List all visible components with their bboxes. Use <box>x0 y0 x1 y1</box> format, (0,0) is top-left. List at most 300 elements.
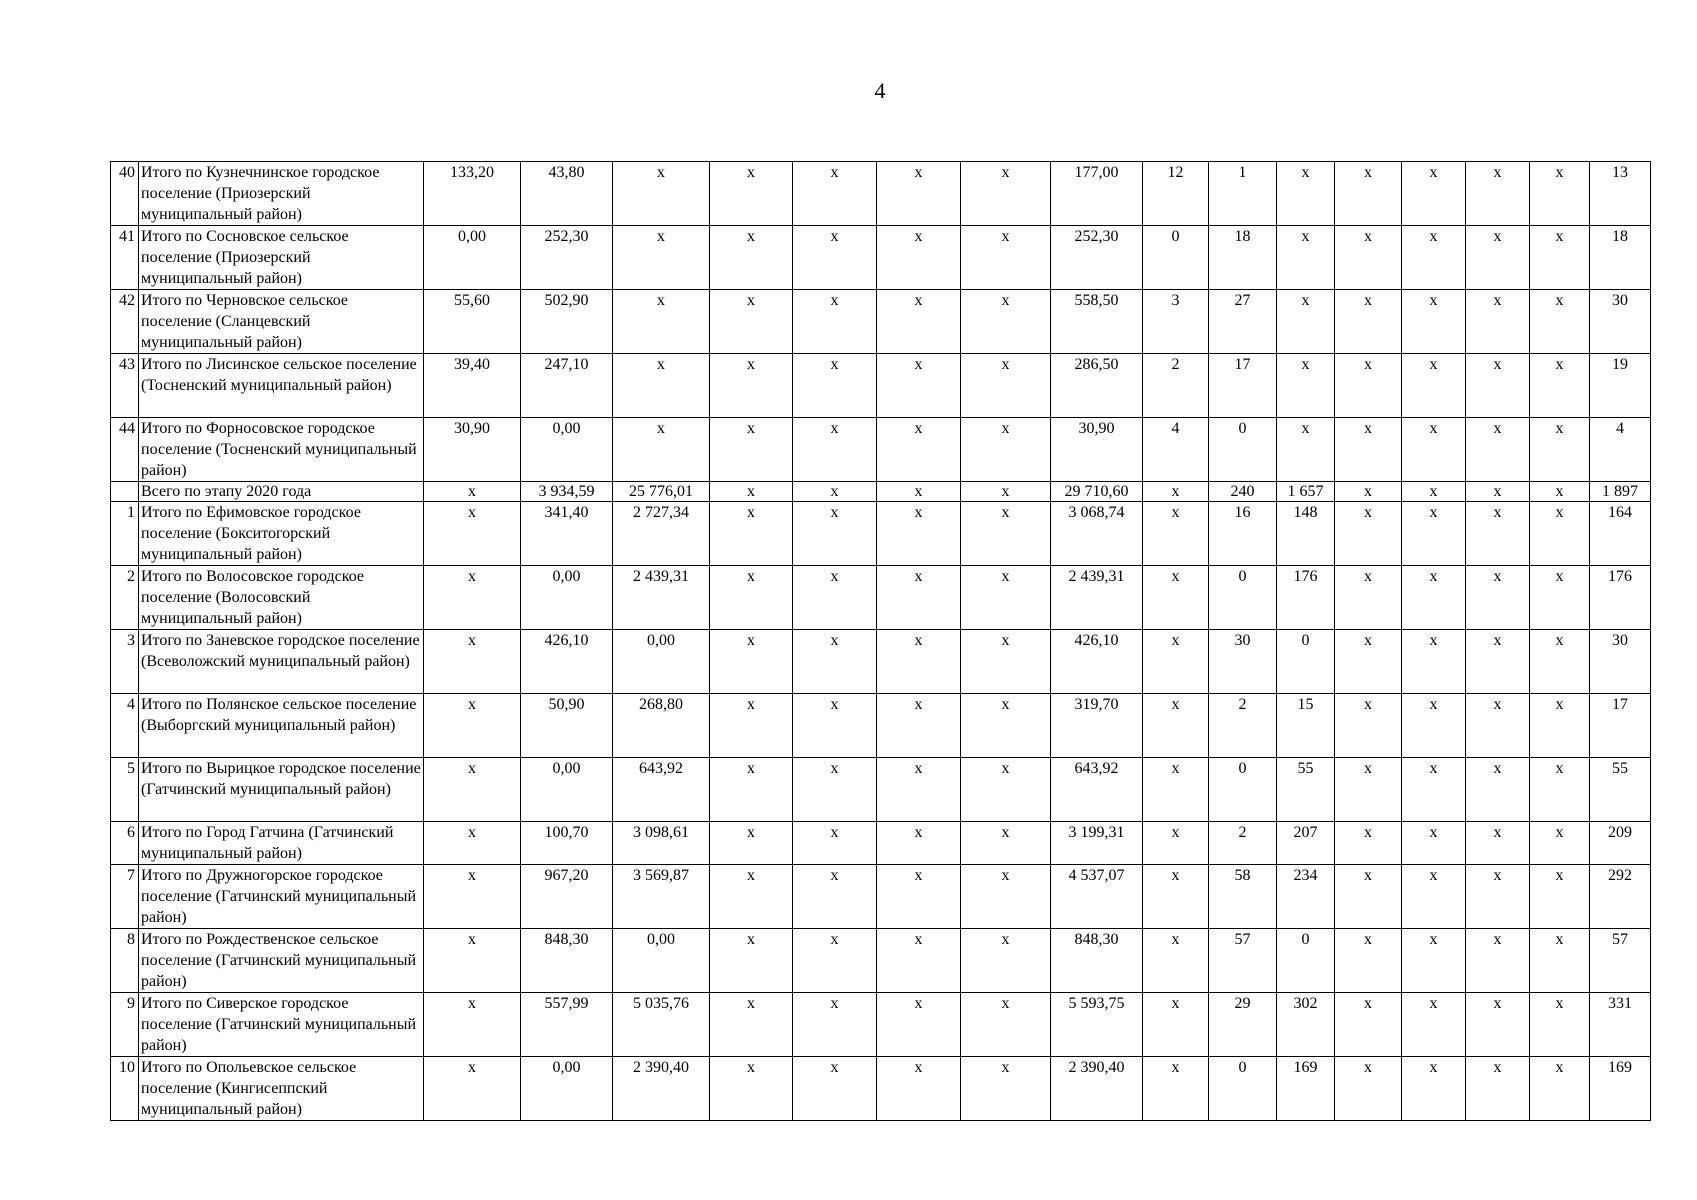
value-cell-c7: x <box>961 162 1051 226</box>
value-cell-c2: 0,00 <box>521 566 613 630</box>
value-cell-c5: x <box>793 630 877 694</box>
value-cell-c5: x <box>793 354 877 418</box>
value-cell-c5: x <box>793 993 877 1057</box>
value-cell-c4: x <box>710 822 793 865</box>
value-cell-c9: x <box>1143 758 1209 822</box>
value-cell-c1: x <box>424 694 521 758</box>
value-cell-c11: x <box>1277 354 1335 418</box>
table-row <box>111 226 1651 290</box>
value-cell-c15: x <box>1530 1057 1590 1121</box>
value-cell-c14: x <box>1466 630 1530 694</box>
value-cell-c14: x <box>1466 929 1530 993</box>
row-number-cell: 3 <box>111 630 139 694</box>
value-cell-c15: x <box>1530 354 1590 418</box>
row-number-cell: 1 <box>111 502 139 566</box>
value-cell-c14: x <box>1466 226 1530 290</box>
value-cell-c3: 2 439,31 <box>613 566 710 630</box>
value-cell-c10: 57 <box>1209 929 1277 993</box>
value-cell-c11: 15 <box>1277 694 1335 758</box>
row-number-cell <box>111 482 139 502</box>
value-cell-c6: x <box>877 566 961 630</box>
table-row <box>111 865 1651 929</box>
value-cell-c11: x <box>1277 162 1335 226</box>
value-cell-c10: 0 <box>1209 1057 1277 1121</box>
value-cell-c5: x <box>793 502 877 566</box>
value-cell-c12: x <box>1335 290 1402 354</box>
value-cell-c4: x <box>710 502 793 566</box>
value-cell-c6: x <box>877 482 961 502</box>
value-cell-total: 177,00 <box>1051 162 1143 226</box>
value-cell-c1: 0,00 <box>424 226 521 290</box>
row-name-cell: Итого по Кузнечнинское городское поселение (Приозерский муниципальный район) <box>139 162 424 226</box>
value-cell-c4: x <box>710 694 793 758</box>
value-cell-c5: x <box>793 162 877 226</box>
value-cell-c2: 50,90 <box>521 694 613 758</box>
row-name-cell: Всего по этапу 2020 года <box>139 482 424 502</box>
value-cell-c6: x <box>877 694 961 758</box>
value-cell-c1: x <box>424 929 521 993</box>
value-cell-c16: 30 <box>1590 630 1651 694</box>
value-cell-c11: 0 <box>1277 929 1335 993</box>
value-cell-total: 643,92 <box>1051 758 1143 822</box>
value-cell-c9: 2 <box>1143 354 1209 418</box>
table-row <box>111 566 1651 630</box>
value-cell-c14: x <box>1466 694 1530 758</box>
value-cell-c13: x <box>1402 758 1466 822</box>
value-cell-c14: x <box>1466 822 1530 865</box>
value-cell-c1: x <box>424 993 521 1057</box>
value-cell-c2: 252,30 <box>521 226 613 290</box>
value-cell-c13: x <box>1402 226 1466 290</box>
table-row <box>111 694 1651 758</box>
value-cell-c16: 55 <box>1590 758 1651 822</box>
value-cell-c15: x <box>1530 162 1590 226</box>
value-cell-c9: x <box>1143 929 1209 993</box>
table-row <box>111 502 1651 566</box>
row-number-cell: 9 <box>111 993 139 1057</box>
value-cell-c12: x <box>1335 354 1402 418</box>
value-cell-c12: x <box>1335 822 1402 865</box>
value-cell-c10: 0 <box>1209 566 1277 630</box>
value-cell-c9: x <box>1143 865 1209 929</box>
value-cell-c2: 0,00 <box>521 758 613 822</box>
value-cell-c2: 247,10 <box>521 354 613 418</box>
value-cell-c16: 19 <box>1590 354 1651 418</box>
value-cell-total: 29 710,60 <box>1051 482 1143 502</box>
value-cell-c4: x <box>710 226 793 290</box>
value-cell-c3: 3 569,87 <box>613 865 710 929</box>
value-cell-c12: x <box>1335 758 1402 822</box>
value-cell-c3: x <box>613 418 710 482</box>
value-cell-c12: x <box>1335 482 1402 502</box>
row-name-cell: Итого по Черновское сельское поселение (Сланцевский муниципальный район) <box>139 290 424 354</box>
value-cell-c2: 967,20 <box>521 865 613 929</box>
value-cell-c15: x <box>1530 566 1590 630</box>
value-cell-c3: 3 098,61 <box>613 822 710 865</box>
value-cell-c11: x <box>1277 418 1335 482</box>
value-cell-total: 4 537,07 <box>1051 865 1143 929</box>
value-cell-c16: 30 <box>1590 290 1651 354</box>
value-cell-c7: x <box>961 929 1051 993</box>
value-cell-c11: 0 <box>1277 630 1335 694</box>
value-cell-c10: 27 <box>1209 290 1277 354</box>
value-cell-c11: 169 <box>1277 1057 1335 1121</box>
value-cell-total: 252,30 <box>1051 226 1143 290</box>
value-cell-c2: 0,00 <box>521 1057 613 1121</box>
value-cell-c14: x <box>1466 993 1530 1057</box>
row-name-cell: Итого по Лисинское сельское поселение (Тосненский муниципальный район) <box>139 354 424 418</box>
row-name-cell: Итого по Вырицкое городское поселение (Гатчинский муниципальный район) <box>139 758 424 822</box>
value-cell-c10: 0 <box>1209 758 1277 822</box>
value-cell-c12: x <box>1335 226 1402 290</box>
value-cell-c7: x <box>961 694 1051 758</box>
value-cell-c3: 268,80 <box>613 694 710 758</box>
value-cell-c13: x <box>1402 482 1466 502</box>
table-row <box>111 162 1651 226</box>
value-cell-total: 319,70 <box>1051 694 1143 758</box>
value-cell-c16: 169 <box>1590 1057 1651 1121</box>
value-cell-c6: x <box>877 418 961 482</box>
value-cell-c5: x <box>793 482 877 502</box>
value-cell-c3: x <box>613 354 710 418</box>
value-cell-c16: 57 <box>1590 929 1651 993</box>
value-cell-c13: x <box>1402 865 1466 929</box>
table-body <box>111 162 1651 1121</box>
value-cell-c1: 30,90 <box>424 418 521 482</box>
value-cell-c6: x <box>877 354 961 418</box>
value-cell-c15: x <box>1530 226 1590 290</box>
value-cell-c2: 848,30 <box>521 929 613 993</box>
value-cell-c1: x <box>424 566 521 630</box>
value-cell-c1: x <box>424 865 521 929</box>
value-cell-c14: x <box>1466 290 1530 354</box>
value-cell-c3: 2 727,34 <box>613 502 710 566</box>
table-row <box>111 1057 1651 1121</box>
row-number-cell: 40 <box>111 162 139 226</box>
value-cell-c11: 207 <box>1277 822 1335 865</box>
row-name-cell: Итого по Сиверское городское поселение (Гатчинский муниципальный район) <box>139 993 424 1057</box>
value-cell-c7: x <box>961 865 1051 929</box>
value-cell-c5: x <box>793 822 877 865</box>
data-table <box>110 161 1651 1121</box>
value-cell-c1: x <box>424 630 521 694</box>
value-cell-c13: x <box>1402 993 1466 1057</box>
value-cell-c7: x <box>961 758 1051 822</box>
value-cell-c14: x <box>1466 354 1530 418</box>
value-cell-c12: x <box>1335 694 1402 758</box>
value-cell-c4: x <box>710 354 793 418</box>
value-cell-c7: x <box>961 418 1051 482</box>
value-cell-c11: 55 <box>1277 758 1335 822</box>
value-cell-c13: x <box>1402 566 1466 630</box>
value-cell-c16: 209 <box>1590 822 1651 865</box>
value-cell-c10: 17 <box>1209 354 1277 418</box>
value-cell-total: 5 593,75 <box>1051 993 1143 1057</box>
value-cell-c2: 341,40 <box>521 502 613 566</box>
value-cell-c15: x <box>1530 758 1590 822</box>
value-cell-total: 3 068,74 <box>1051 502 1143 566</box>
value-cell-c7: x <box>961 290 1051 354</box>
value-cell-c12: x <box>1335 418 1402 482</box>
table-row <box>111 290 1651 354</box>
value-cell-c4: x <box>710 865 793 929</box>
value-cell-c6: x <box>877 1057 961 1121</box>
value-cell-c9: 0 <box>1143 226 1209 290</box>
value-cell-c5: x <box>793 290 877 354</box>
table-row <box>111 993 1651 1057</box>
value-cell-c16: 292 <box>1590 865 1651 929</box>
value-cell-total: 848,30 <box>1051 929 1143 993</box>
value-cell-c7: x <box>961 482 1051 502</box>
value-cell-c16: 331 <box>1590 993 1651 1057</box>
row-number-cell: 5 <box>111 758 139 822</box>
value-cell-c15: x <box>1530 290 1590 354</box>
value-cell-c12: x <box>1335 630 1402 694</box>
value-cell-c5: x <box>793 865 877 929</box>
value-cell-c4: x <box>710 418 793 482</box>
row-name-cell: Итого по Опольевское сельское поселение (Кингисеппский муниципальный район) <box>139 1057 424 1121</box>
value-cell-c16: 176 <box>1590 566 1651 630</box>
value-cell-c14: x <box>1466 566 1530 630</box>
value-cell-c15: x <box>1530 929 1590 993</box>
value-cell-c12: x <box>1335 865 1402 929</box>
row-name-cell: Итого по Ефимовское городское поселение (Бокситогорский муниципальный район) <box>139 502 424 566</box>
value-cell-c9: x <box>1143 694 1209 758</box>
value-cell-c13: x <box>1402 354 1466 418</box>
table-row <box>111 354 1651 418</box>
value-cell-c9: x <box>1143 566 1209 630</box>
value-cell-c7: x <box>961 502 1051 566</box>
value-cell-c1: x <box>424 502 521 566</box>
value-cell-c5: x <box>793 694 877 758</box>
row-number-cell: 4 <box>111 694 139 758</box>
row-name-cell: Итого по Заневское городское поселение (Всеволожский муниципальный район) <box>139 630 424 694</box>
row-number-cell: 42 <box>111 290 139 354</box>
table-row <box>111 482 1651 502</box>
value-cell-c4: x <box>710 630 793 694</box>
value-cell-c6: x <box>877 630 961 694</box>
value-cell-total: 426,10 <box>1051 630 1143 694</box>
value-cell-c11: x <box>1277 290 1335 354</box>
value-cell-c10: 2 <box>1209 822 1277 865</box>
table-row <box>111 630 1651 694</box>
value-cell-total: 2 439,31 <box>1051 566 1143 630</box>
value-cell-c7: x <box>961 354 1051 418</box>
value-cell-c6: x <box>877 502 961 566</box>
value-cell-c14: x <box>1466 758 1530 822</box>
value-cell-c13: x <box>1402 822 1466 865</box>
value-cell-c5: x <box>793 758 877 822</box>
value-cell-c9: x <box>1143 630 1209 694</box>
page-number: 4 <box>874 78 886 103</box>
row-name-cell: Итого по Волосовское городское поселение (Волосовский муниципальный район) <box>139 566 424 630</box>
row-number-cell: 8 <box>111 929 139 993</box>
value-cell-c5: x <box>793 418 877 482</box>
value-cell-c7: x <box>961 566 1051 630</box>
value-cell-c10: 18 <box>1209 226 1277 290</box>
value-cell-c10: 16 <box>1209 502 1277 566</box>
value-cell-c3: x <box>613 226 710 290</box>
value-cell-c7: x <box>961 1057 1051 1121</box>
value-cell-c6: x <box>877 226 961 290</box>
value-cell-c16: 13 <box>1590 162 1651 226</box>
value-cell-c7: x <box>961 993 1051 1057</box>
value-cell-c7: x <box>961 226 1051 290</box>
value-cell-c12: x <box>1335 502 1402 566</box>
value-cell-c16: 18 <box>1590 226 1651 290</box>
value-cell-c13: x <box>1402 162 1466 226</box>
row-name-cell: Итого по Город Гатчина (Гатчинский муниципальный район) <box>139 822 424 865</box>
value-cell-c12: x <box>1335 929 1402 993</box>
value-cell-c13: x <box>1402 694 1466 758</box>
row-number-cell: 44 <box>111 418 139 482</box>
value-cell-c15: x <box>1530 502 1590 566</box>
value-cell-c10: 29 <box>1209 993 1277 1057</box>
value-cell-c11: x <box>1277 226 1335 290</box>
value-cell-c2: 100,70 <box>521 822 613 865</box>
value-cell-c16: 4 <box>1590 418 1651 482</box>
value-cell-c2: 43,80 <box>521 162 613 226</box>
value-cell-c10: 1 <box>1209 162 1277 226</box>
row-name-cell: Итого по Сосновское сельское поселение (Приозерский муниципальный район) <box>139 226 424 290</box>
value-cell-c13: x <box>1402 1057 1466 1121</box>
value-cell-c11: 234 <box>1277 865 1335 929</box>
value-cell-c3: 643,92 <box>613 758 710 822</box>
table-row <box>111 418 1651 482</box>
value-cell-c1: 133,20 <box>424 162 521 226</box>
value-cell-c12: x <box>1335 1057 1402 1121</box>
value-cell-c4: x <box>710 566 793 630</box>
value-cell-c4: x <box>710 993 793 1057</box>
value-cell-c9: x <box>1143 993 1209 1057</box>
value-cell-c12: x <box>1335 566 1402 630</box>
value-cell-c3: 25 776,01 <box>613 482 710 502</box>
value-cell-c4: x <box>710 1057 793 1121</box>
value-cell-c5: x <box>793 929 877 993</box>
value-cell-c1: x <box>424 822 521 865</box>
value-cell-c14: x <box>1466 418 1530 482</box>
value-cell-c15: x <box>1530 993 1590 1057</box>
value-cell-c10: 0 <box>1209 418 1277 482</box>
value-cell-total: 558,50 <box>1051 290 1143 354</box>
value-cell-c2: 557,99 <box>521 993 613 1057</box>
value-cell-c1: x <box>424 482 521 502</box>
row-name-cell: Итого по Дружногорское городское поселение (Гатчинский муниципальный район) <box>139 865 424 929</box>
value-cell-c7: x <box>961 630 1051 694</box>
value-cell-c1: 39,40 <box>424 354 521 418</box>
value-cell-c15: x <box>1530 418 1590 482</box>
value-cell-c3: 0,00 <box>613 630 710 694</box>
value-cell-c9: x <box>1143 1057 1209 1121</box>
value-cell-total: 2 390,40 <box>1051 1057 1143 1121</box>
row-number-cell: 43 <box>111 354 139 418</box>
row-name-cell: Итого по Полянское сельское поселение (Выборгский муниципальный район) <box>139 694 424 758</box>
value-cell-c2: 0,00 <box>521 418 613 482</box>
value-cell-c3: 2 390,40 <box>613 1057 710 1121</box>
row-number-cell: 7 <box>111 865 139 929</box>
value-cell-c6: x <box>877 929 961 993</box>
value-cell-c4: x <box>710 482 793 502</box>
value-cell-c10: 58 <box>1209 865 1277 929</box>
value-cell-total: 3 199,31 <box>1051 822 1143 865</box>
value-cell-c3: 0,00 <box>613 929 710 993</box>
row-number-cell: 6 <box>111 822 139 865</box>
value-cell-c9: x <box>1143 822 1209 865</box>
value-cell-c15: x <box>1530 694 1590 758</box>
value-cell-c14: x <box>1466 482 1530 502</box>
value-cell-c5: x <box>793 1057 877 1121</box>
value-cell-c4: x <box>710 162 793 226</box>
value-cell-c14: x <box>1466 865 1530 929</box>
value-cell-c14: x <box>1466 502 1530 566</box>
value-cell-c13: x <box>1402 418 1466 482</box>
value-cell-c12: x <box>1335 162 1402 226</box>
value-cell-c4: x <box>710 290 793 354</box>
value-cell-c15: x <box>1530 822 1590 865</box>
value-cell-c15: x <box>1530 482 1590 502</box>
value-cell-c9: 4 <box>1143 418 1209 482</box>
value-cell-c5: x <box>793 566 877 630</box>
value-cell-c3: x <box>613 162 710 226</box>
value-cell-c2: 3 934,59 <box>521 482 613 502</box>
value-cell-c1: x <box>424 758 521 822</box>
row-name-cell: Итого по Форносовское городское поселение (Тосненский муниципальный район) <box>139 418 424 482</box>
value-cell-c13: x <box>1402 290 1466 354</box>
row-number-cell: 2 <box>111 566 139 630</box>
value-cell-c11: 1 657 <box>1277 482 1335 502</box>
value-cell-c6: x <box>877 290 961 354</box>
value-cell-c9: 12 <box>1143 162 1209 226</box>
value-cell-c13: x <box>1402 630 1466 694</box>
value-cell-c7: x <box>961 822 1051 865</box>
value-cell-c6: x <box>877 865 961 929</box>
value-cell-c16: 1 897 <box>1590 482 1651 502</box>
table-row <box>111 929 1651 993</box>
row-name-cell: Итого по Рождественское сельское поселение (Гатчинский муниципальный район) <box>139 929 424 993</box>
value-cell-c2: 426,10 <box>521 630 613 694</box>
value-cell-c13: x <box>1402 502 1466 566</box>
value-cell-c1: x <box>424 1057 521 1121</box>
value-cell-c13: x <box>1402 929 1466 993</box>
value-cell-c5: x <box>793 226 877 290</box>
value-cell-c3: x <box>613 290 710 354</box>
value-cell-c14: x <box>1466 162 1530 226</box>
value-cell-c11: 302 <box>1277 993 1335 1057</box>
value-cell-c6: x <box>877 162 961 226</box>
value-cell-c9: 3 <box>1143 290 1209 354</box>
value-cell-c16: 17 <box>1590 694 1651 758</box>
value-cell-c6: x <box>877 993 961 1057</box>
value-cell-c6: x <box>877 822 961 865</box>
value-cell-c10: 30 <box>1209 630 1277 694</box>
value-cell-c10: 240 <box>1209 482 1277 502</box>
value-cell-c9: x <box>1143 502 1209 566</box>
value-cell-c11: 148 <box>1277 502 1335 566</box>
value-cell-c3: 5 035,76 <box>613 993 710 1057</box>
value-cell-c10: 2 <box>1209 694 1277 758</box>
value-cell-total: 30,90 <box>1051 418 1143 482</box>
value-cell-c6: x <box>877 758 961 822</box>
data-table-wrapper <box>110 161 1651 1121</box>
value-cell-total: 286,50 <box>1051 354 1143 418</box>
table-row <box>111 758 1651 822</box>
value-cell-c11: 176 <box>1277 566 1335 630</box>
value-cell-c12: x <box>1335 993 1402 1057</box>
row-number-cell: 41 <box>111 226 139 290</box>
table-row <box>111 822 1651 865</box>
value-cell-c14: x <box>1466 1057 1530 1121</box>
row-number-cell: 10 <box>111 1057 139 1121</box>
